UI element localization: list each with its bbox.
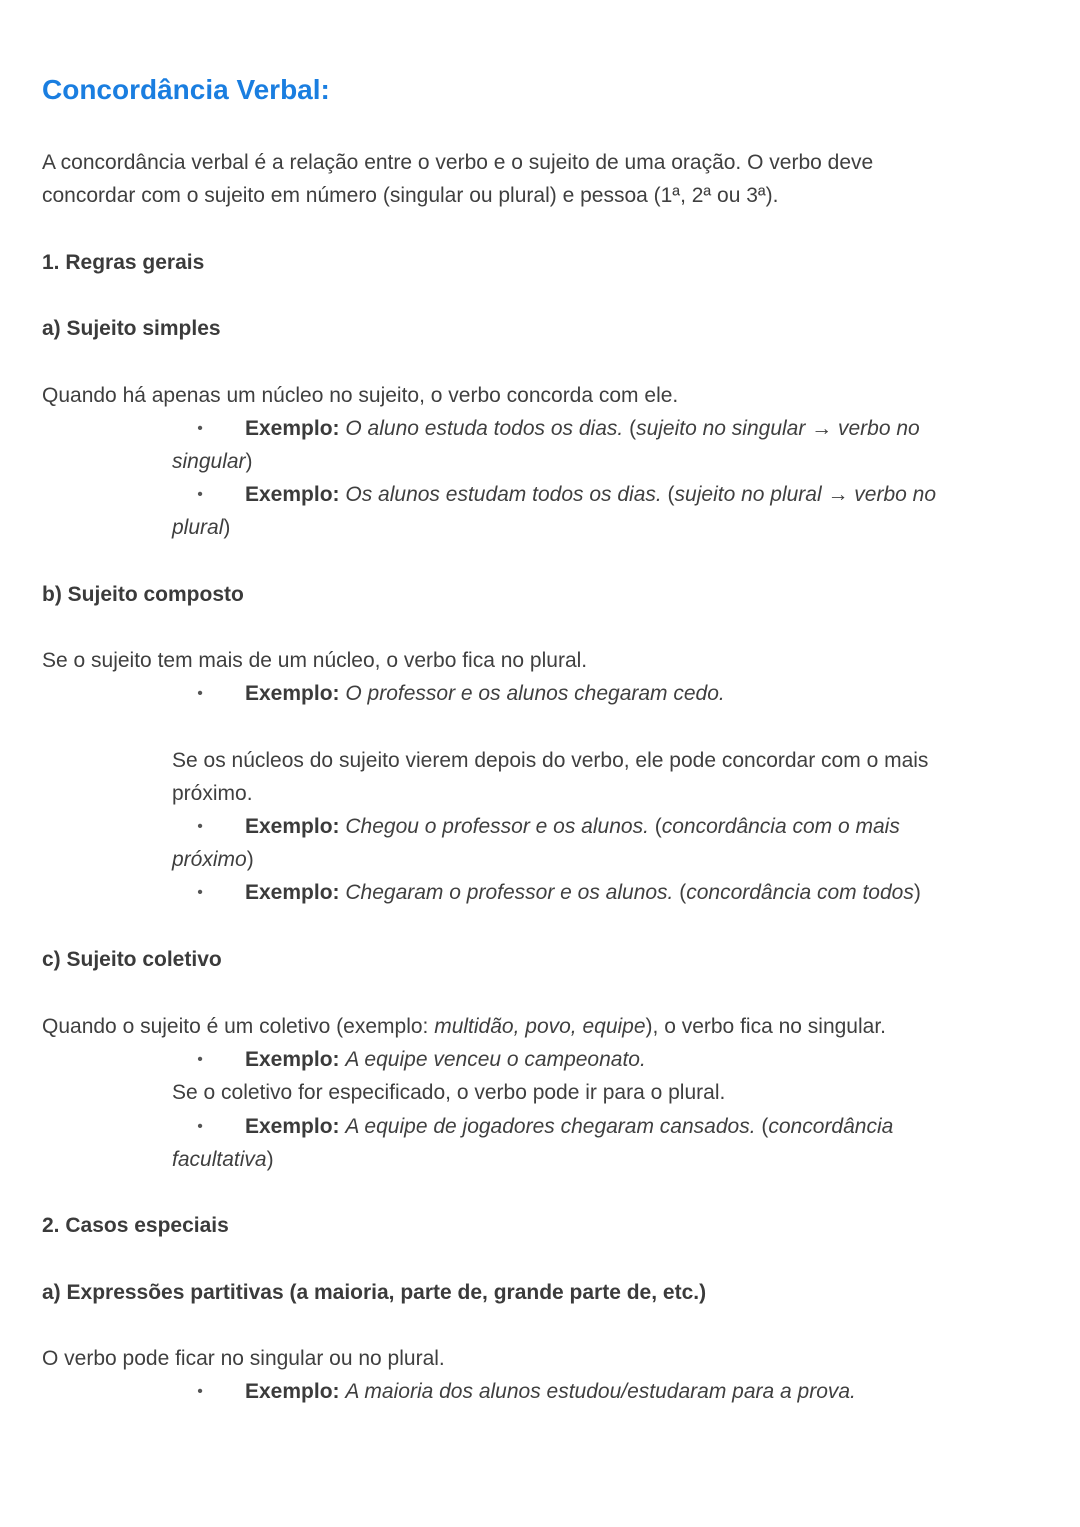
example-item: Exemplo: Os alunos estudam todos os dias. (sujeito no plural → verbo no xyxy=(245,483,937,506)
example-label: Exemplo: xyxy=(245,815,340,838)
paragraph-nucleos-depois-line-1: Se os núcleos do sujeito vierem depois do verbo, ele pode concordar com o mais xyxy=(172,749,929,772)
intro-line-1: A concordância verbal é a relação entre o verbo e o sujeito de uma oração. O verbo deve xyxy=(42,151,874,174)
intro-line-2: concordar com o sujeito em número (singular ou plural) e pessoa (1ª, 2ª ou 3ª). xyxy=(42,184,779,207)
bullet-icon: • xyxy=(197,1118,203,1135)
subheading-expressoes-partitivas: a) Expressões partitivas (a maioria, parte de, grande parte de, etc.) xyxy=(42,1281,707,1304)
bullet-icon: • xyxy=(197,486,203,503)
bullet-icon: • xyxy=(197,420,203,437)
paragraph-sujeito-simples: Quando há apenas um núcleo no sujeito, o verbo concorda com ele. xyxy=(42,384,679,407)
section-heading-regras-gerais: 1. Regras gerais xyxy=(42,251,205,274)
example-note: sujeito no plural → verbo no xyxy=(674,483,937,506)
example-item: Exemplo: Chegaram o professor e os alunos. (concordância com todos) xyxy=(245,881,921,904)
example-item: Exemplo: Chegou o professor e os alunos. (concordância com o mais xyxy=(245,815,900,838)
example-note: concordância com o mais xyxy=(661,815,900,838)
bullet-icon: • xyxy=(197,685,203,702)
example-label: Exemplo: xyxy=(245,881,340,904)
example-note: concordância xyxy=(768,1115,894,1138)
section-heading-casos-especiais: 2. Casos especiais xyxy=(42,1214,229,1237)
example-note-continuation: próximo) xyxy=(172,848,254,871)
example-sentence: A equipe de jogadores chegaram cansados. xyxy=(345,1115,756,1138)
example-item: Exemplo: O aluno estuda todos os dias. (sujeito no singular → verbo no xyxy=(245,417,920,440)
subheading-sujeito-simples: a) Sujeito simples xyxy=(42,317,221,340)
example-sentence: Chegou o professor e os alunos. xyxy=(345,815,649,838)
example-label: Exemplo: xyxy=(245,682,340,705)
paragraph-sujeito-composto: Se o sujeito tem mais de um núcleo, o verbo fica no plural. xyxy=(42,649,588,672)
page-title: Concordância Verbal: xyxy=(42,74,330,105)
subheading-sujeito-composto: b) Sujeito composto xyxy=(42,583,244,606)
example-sentence: A equipe venceu o campeonato. xyxy=(345,1048,646,1071)
example-item xyxy=(245,677,725,710)
example-label: Exemplo: xyxy=(245,1115,340,1138)
example-item: Exemplo: A equipe de jogadores chegaram cansados. (concordância xyxy=(245,1115,894,1138)
bullet-icon: • xyxy=(197,1383,203,1400)
example-item xyxy=(245,1043,646,1076)
example-note: sujeito no singular → verbo no xyxy=(636,417,920,440)
bullet-icon: • xyxy=(197,884,203,901)
paragraph-coletivo-especificado: Se o coletivo for especificado, o verbo pode ir para o plural. xyxy=(172,1081,726,1104)
example-sentence: O aluno estuda todos os dias. xyxy=(345,417,624,440)
example-note: concordância com todos xyxy=(686,881,914,904)
example-label: Exemplo: xyxy=(245,1048,340,1071)
example-item xyxy=(245,1375,856,1408)
example-sentence: Chegaram o professor e os alunos. xyxy=(345,881,674,904)
example-note-continuation: singular) xyxy=(172,450,253,473)
example-sentence: A maioria dos alunos estudou/estudaram para a prova. xyxy=(345,1380,856,1403)
example-note-continuation: facultativa) xyxy=(172,1148,274,1171)
subheading-sujeito-coletivo: c) Sujeito coletivo xyxy=(42,948,222,971)
paragraph-sujeito-coletivo: Quando o sujeito é um coletivo (exemplo: multidão, povo, equipe), o verbo fica no singular. xyxy=(42,1015,886,1038)
bullet-icon: • xyxy=(197,818,203,835)
example-label: Exemplo: xyxy=(245,417,340,440)
example-sentence: O professor e os alunos chegaram cedo. xyxy=(345,682,725,705)
bullet-icon: • xyxy=(197,1051,203,1068)
paragraph-expressoes-partitivas: O verbo pode ficar no singular ou no plural. xyxy=(42,1347,445,1370)
example-label: Exemplo: xyxy=(245,483,340,506)
example-note-continuation: plural) xyxy=(172,516,231,539)
paragraph-nucleos-depois-line-2: próximo. xyxy=(172,782,253,805)
example-label: Exemplo: xyxy=(245,1380,340,1403)
example-sentence: Os alunos estudam todos os dias. xyxy=(345,483,662,506)
